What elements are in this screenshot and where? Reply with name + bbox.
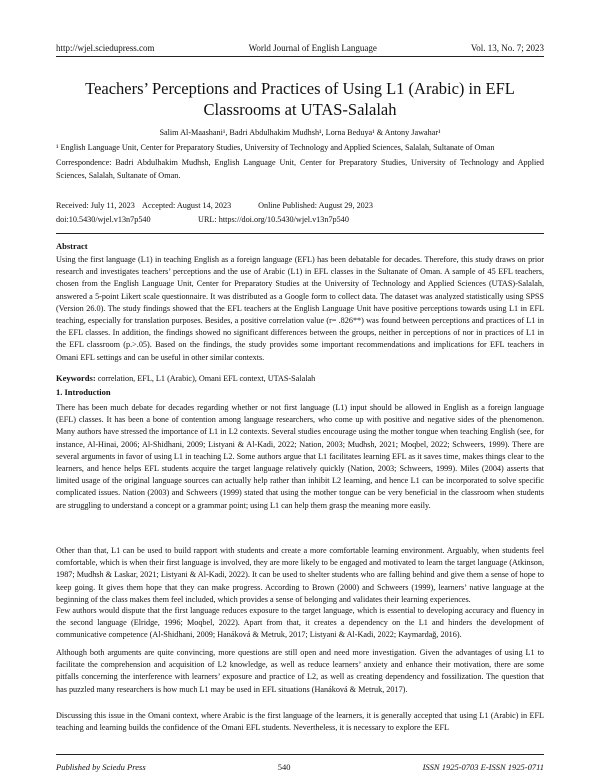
keywords (56, 372, 544, 385)
published-date: Online Published: August 29, 2023 (258, 201, 373, 210)
keywords-label: Keywords: (56, 373, 96, 383)
accepted-date: Accepted: August 14, 2023 (142, 201, 232, 210)
footer-rule (56, 754, 544, 755)
journal-name: World Journal of English Language (248, 43, 377, 53)
paragraph-5: Discussing this issue in the Omani context, where Arabic is the first language of the learners, it is generally accepted that using L1 (Arabic) in EFL teaching and learning builds the confidence of the Omani EFL students. Nevertheless, it is necessary to explore the EFL (56, 711, 544, 733)
doi-line (56, 213, 349, 226)
page-number: 540 (277, 762, 291, 772)
affiliation: ¹ English Language Unit, Center for Preparatory Studies, University of Technology and Applied Sciences, Salalah, Sultanate of Oman (56, 143, 495, 152)
page-footer (56, 762, 544, 772)
paragraph-4: Although both arguments are quite convincing, more questions are still open and need more investigation. Given the advantages of using L1 to facilitate the comprehension and acquisition of L2 knowledge, as well as reduce learners’ anxiety and enhance their motivation, there are some pitfalls concerning the interference with learners’ exposure and practice of L2, as well as creating dependency and fossilization. The question that has puzzled many researchers is how much L1 may be used in EFL situations (Hanáková & Metruk, 2017). (56, 648, 544, 694)
issn: ISSN 1925-0703 E-ISSN 1925-0711 (422, 762, 544, 772)
author-list: Salim Al-Maashani¹, Badri Abdulhakim Mudhsh¹, Lorna Beduya¹ & Antony Jawahar¹ (159, 128, 441, 137)
received-date: Received: July 11, 2023 (56, 201, 135, 210)
header-rule (56, 56, 544, 57)
publication-dates (56, 199, 373, 212)
correspondence: Correspondence: Badri Abdulhakim Mudhsh, English Language Unit, Center for Preparatory Studies, University of Technology and Applied Sciences, Salalah, Sultanate of Oman. (56, 158, 544, 180)
running-header (56, 42, 544, 54)
doi[interactable]: doi:10.5430/wjel.v13n7p540 (56, 215, 151, 224)
volume-info: Vol. 13, No. 7; 2023 (470, 43, 544, 53)
introduction-heading: 1. Introduction (56, 387, 111, 397)
abstract-text: Using the first language (L1) in teaching English as a foreign language (EFL) has been debatable for decades. Therefore, this study draws on prior research and investigates teachers’ perceptions and the use of Arabic (L1) in EFL classes in the Sultanate of Oman. A sample of 45 EFL teachers, chosen from the English Language Unit, Center for Preparatory Studies at the University of Technology and Applied Sciences (UTAS)-Salalah, answered a 5-point Likert scale questionnaire. It was distributed as a Google form to collect data. The dataset was analyzed statistically using SPSS (Version 26.0). The study findings showed that the EFL teachers at the English Language Unit have positive perceptions towards using L1 in EFL teaching, especially for translation purposes. Besides, a positive correlation value (r= .826**) was found between perceptions and practices of L1 in the EFL classes. In addition, the findings showed no significant differences between the groups, neither in perceptions of nor in practices of L1 in the EFL classroom (p.>.05). Based on the findings, the study provides some important recommendations and implications for EFL teachers in Omani EFL settings and can be useful in other similar contexts. (56, 255, 544, 362)
paragraph-3: Few authors would dispute that the first language reduces exposure to the target language, which is essential to developing accuracy and fluency in the second language (Elridge, 1996; Moqbel, 2022). Apart from that, it creates a dependency on the L1 and hinders the development of communicative competence (Al-Shidhani, 2009; Hanáková & Metruk, 2017; Listyani & Al-Kadi, 2022; Kaymardağ, 2016). (56, 606, 544, 640)
dates-rule (56, 233, 544, 234)
paragraph-2: Other than that, L1 can be used to build rapport with students and create a more comfortable learning environment. Arguably, when students feel comfortable, which is when their first language is involved, they are more likely to be engaged and motivated to learn the target language (Atkinson, 1987; Mudhsh & Laskar, 2021; Listyani & Al-Kadi, 2022). It can be used to shelter students who are falling behind and give them a sense of hope to keep going. It gives them hope that they can make progress. According to Brown (2000) and Schweers (1999), learners’ native language at the beginning of the class makes them feel included, which provides a sense of belonging and validates their learning experiences. (56, 546, 544, 604)
paragraph-1: There has been much debate for decades regarding whether or not first language (L1) input should be allowed in English as a foreign language (EFL) classes. It has been a bone of contention among language researchers, who come up with positive and negative sides of the phenomenon. Many authors have stressed the importance of L1 in L2 contexts. Several studies encourage using the mother tongue when teaching English (see, for instance, Al-Hinai, 2006; Al-Shidhani, 2009; Listyani & Al-Kadi, 2022; Nation, 2003; Mudhsh, 2021; Moqbel, 2022; Schweers, 1999). There are several arguments in favor of using L1 in teaching L2. Some authors argue that L1 facilitates learning EFL as it saves time, makes things clear to the learners, and hence helps EFL students acquire the target language relatively quickly (Nation, 2003; Schweers, 1999). Miles (2004) asserts that limited usage of the original language sources can actually help rather than inhibit L2 learning, and hence L1 can be incorporated to solve specific complicated issues. Nation (2003) and Schweers (1999) stated that using the mother tongue can be very beneficial in the classroom when students are struggling to understand a concept or a grammar point; using L1 can help them grasp the meaning more easily. (56, 403, 544, 510)
journal-url[interactable]: http://wjel.sciedupress.com (56, 43, 155, 53)
paper-title: Teachers’ Perceptions and Practices of Using L1 (Arabic) in EFL Classrooms at UTAS-Salalah (85, 79, 515, 119)
publisher: Published by Sciedu Press (56, 762, 146, 772)
keywords-text: correlation, EFL, L1 (Arabic), Omani EFL context, UTAS-Salalah (95, 374, 316, 383)
abstract-heading: Abstract (56, 241, 88, 251)
doi-url[interactable]: URL: https://doi.org/10.5430/wjel.v13n7p540 (198, 215, 349, 224)
